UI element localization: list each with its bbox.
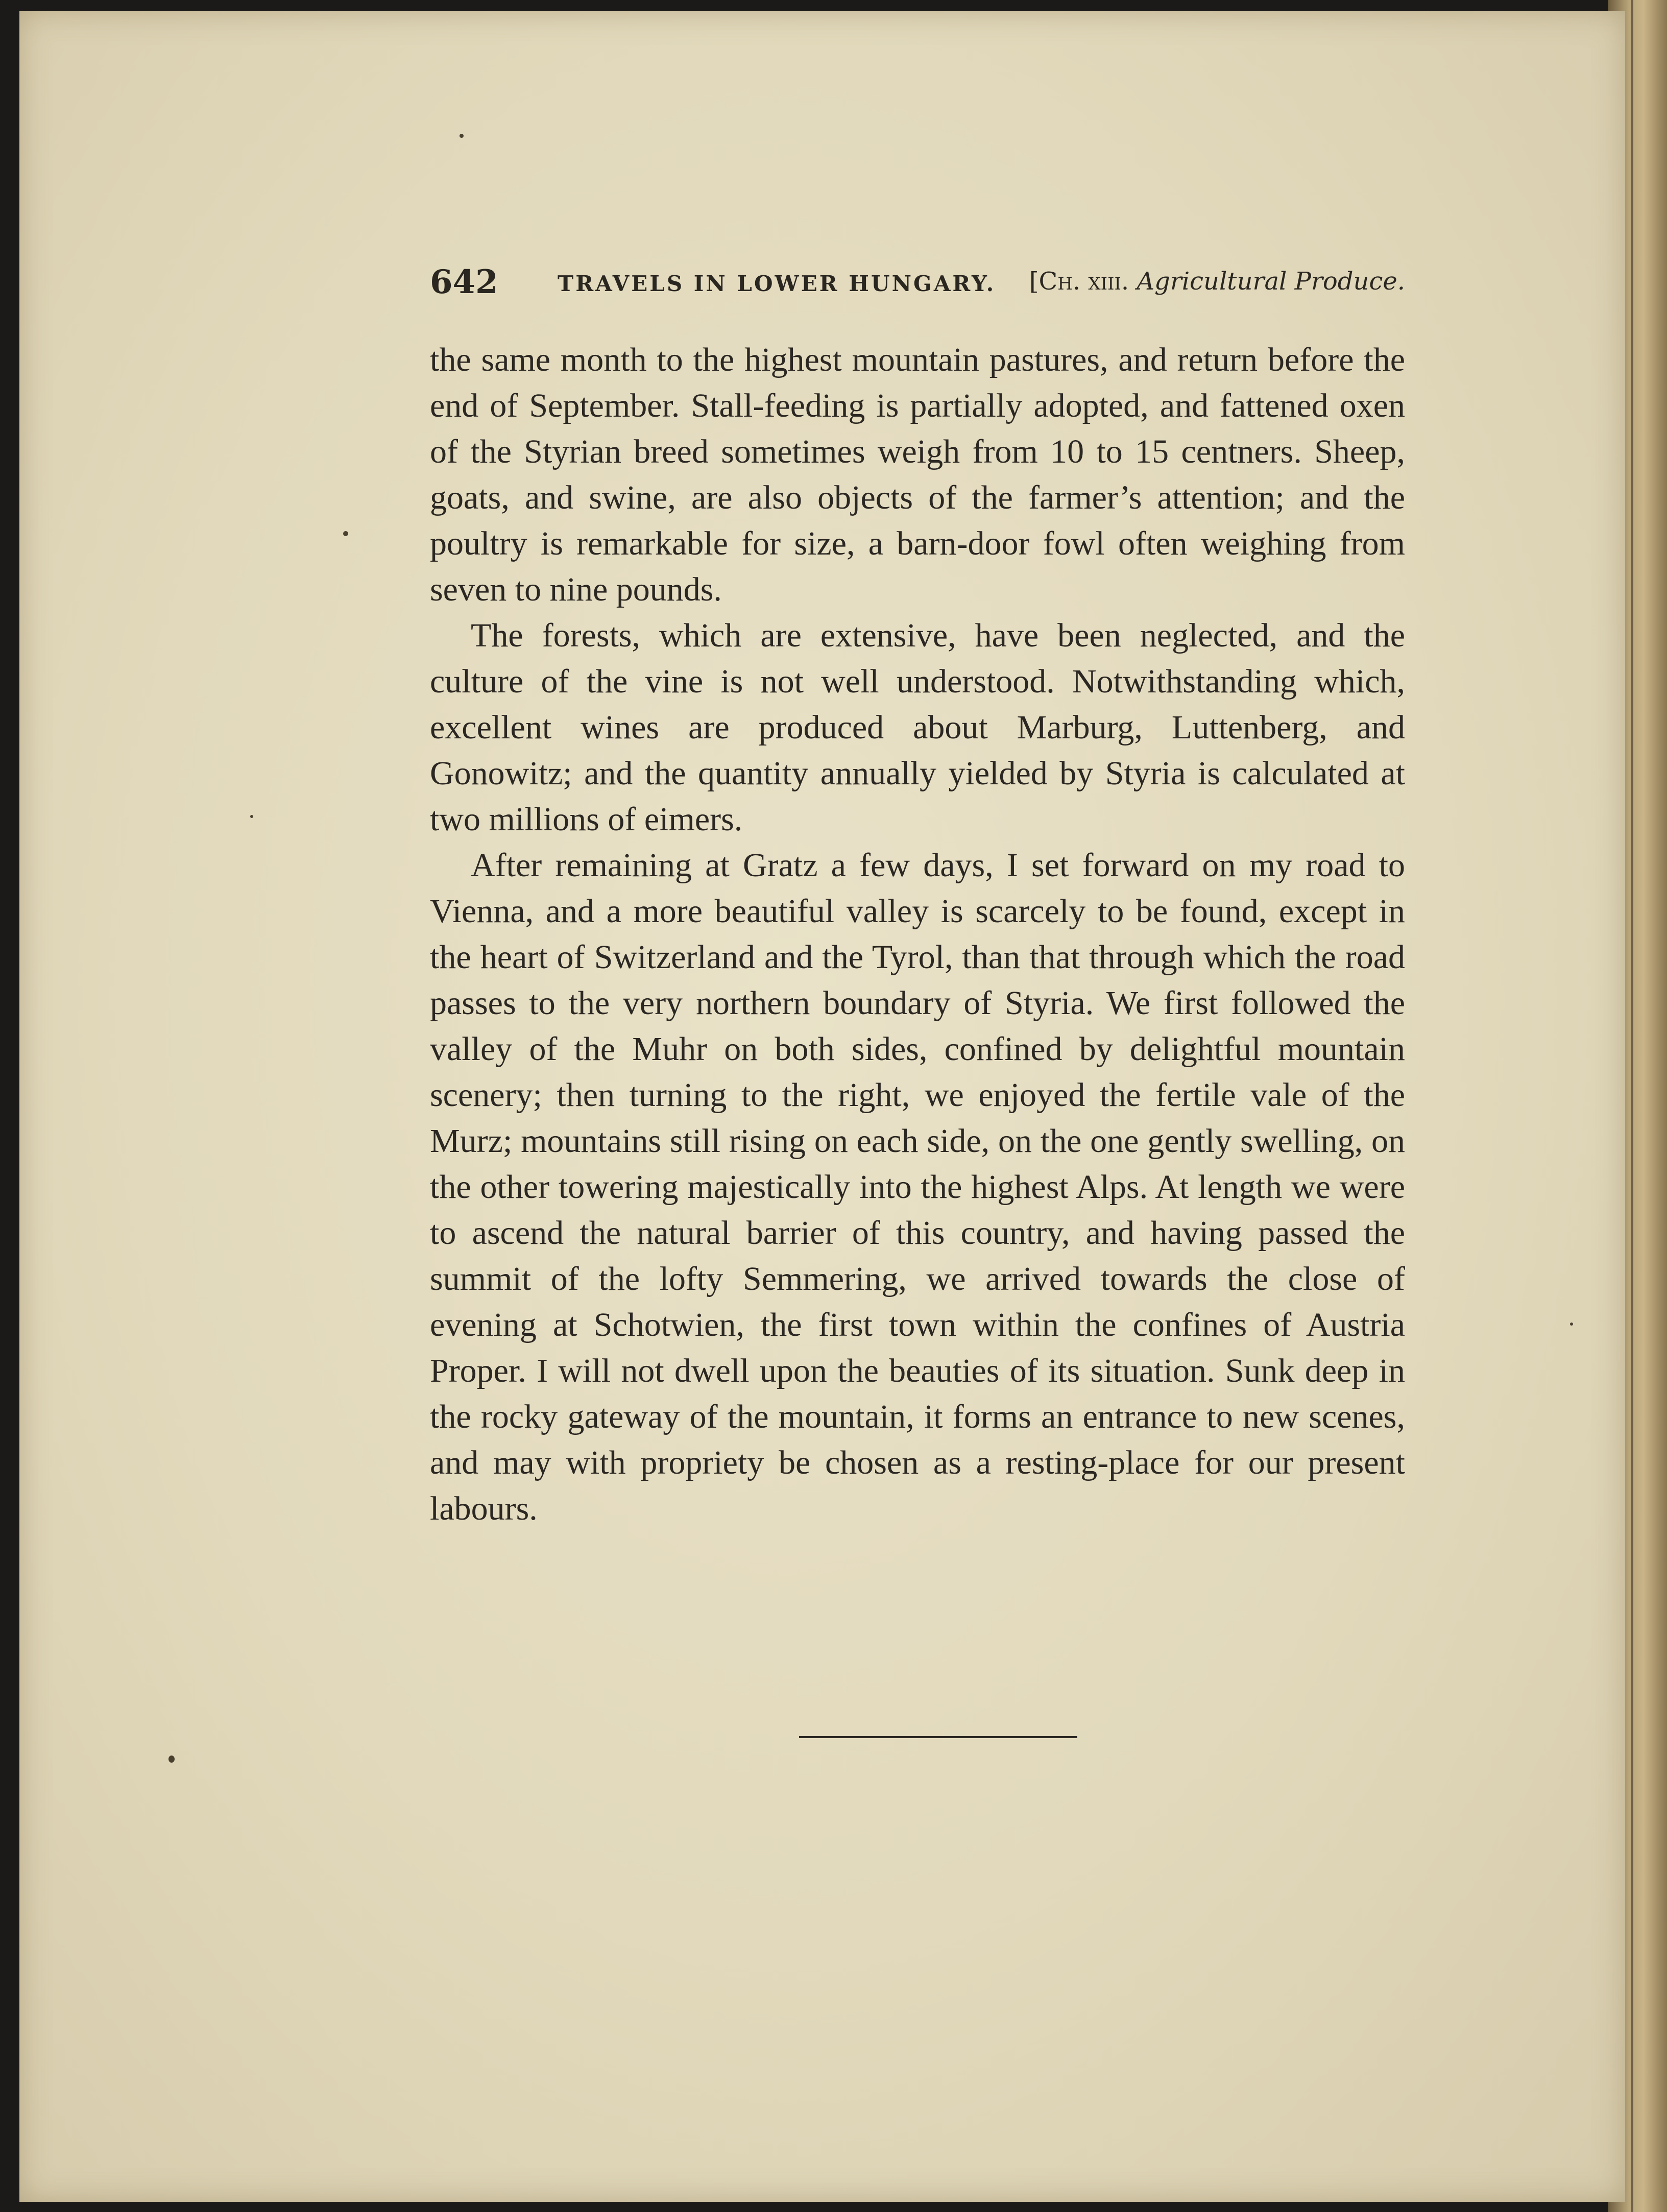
body-text — [430, 337, 1405, 1532]
chapter-number: [Ch. xiii. — [1029, 267, 1129, 296]
paper-speck — [168, 1756, 175, 1763]
running-title: TRAVELS IN LOWER HUNGARY. — [558, 271, 996, 296]
section-rule — [799, 1736, 1077, 1738]
paragraph-3: After remaining at Gratz a few days, I set forward on my road to Vienna, and a more beautiful valley is scarcely to be found, except in the heart of Switzerland and the Tyrol, than that through which the road passes to the very northern boundary of Styria. We first followed the valley of the Muhr on both sides, confined by delightful mountain scenery; then turning to the right, we enjoyed the fertile vale of the Murz; mountains still rising on each side, on the one gently swelling, on the other towering majestically into the highest Alps. At length we were to ascend the natural barrier of this country, and having passed the summit of the lofty Semmering, we arrived towards the close of evening at Schotwien, the first town within the confines of Austria Proper. I will not dwell upon the beauties of its situation. Sunk deep in the rocky gateway of the mountain, it forms an entrance to new scenes, and may with propriety be chosen as a resting-place for our present labours. — [430, 847, 1405, 1527]
book-edge-line — [1631, 0, 1633, 2212]
chapter-heading — [1029, 267, 1405, 296]
paper-speck — [460, 134, 464, 138]
paragraph-1: the same month to the highest mountain pastures, and return before the end of September. Stall-feeding is partially adopted, and fattened oxen of the Styrian breed sometimes weigh from 10 to 15 centners. Sheep, goats, and swine, are also objects of the farmer’s attention; and the poultry is remarkable for size, a barn-door fowl often weighing from seven to nine pounds. — [430, 341, 1405, 608]
running-header — [430, 263, 1405, 309]
page-number: 642 — [430, 263, 498, 301]
paper-speck — [343, 531, 348, 536]
paragraph-2: The forests, which are extensive, have been neglected, and the culture of the vine is not well understood. Notwithstanding which, excellent wines are produced about Marburg, Luttenberg, and Gonowitz; and the quantity annually yielded by Styria is calculated at two millions of eimers. — [430, 617, 1405, 838]
paper-speck — [250, 815, 253, 818]
paper-speck — [1570, 1323, 1573, 1326]
chapter-topic: Agricultural Produce. — [1137, 267, 1405, 296]
